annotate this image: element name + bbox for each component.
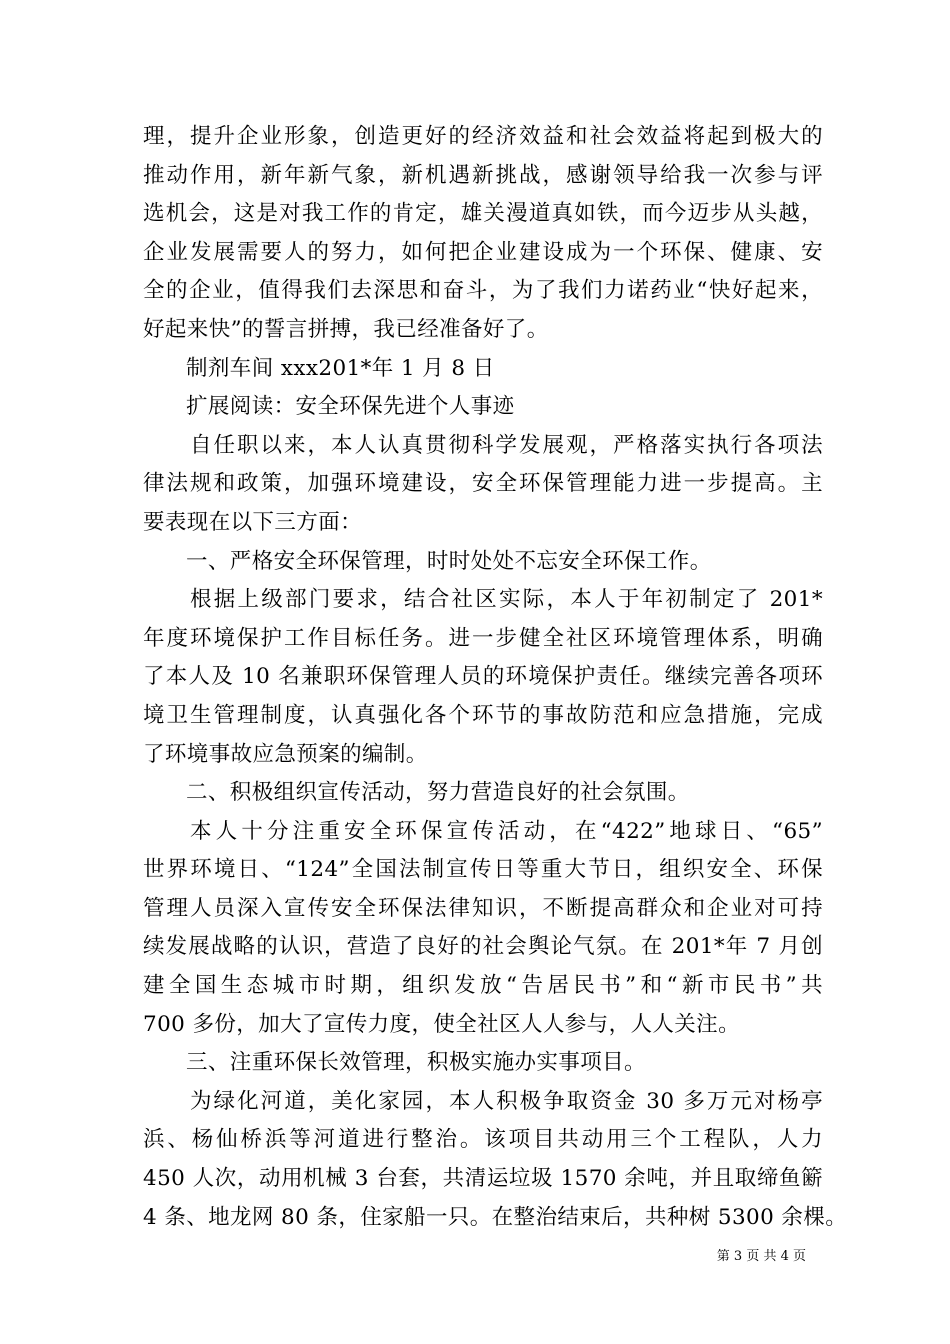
text-line: 全的企业，值得我们去深思和奋斗，为了我们力诺药业“快好起来， <box>143 278 823 304</box>
subheading: 一、严格安全环保管理，时时处处不忘安全环保工作。 <box>186 548 712 574</box>
text-line: 根据上级部门要求，结合社区实际，本人于年初制定了 201* <box>190 587 823 613</box>
text-line: 境卫生管理制度，认真强化各个环节的事故防范和应急措施，完成 <box>143 702 823 728</box>
text-line: 年度环境保护工作目标任务。进一步健全社区环境管理体系，明确 <box>143 625 823 651</box>
text-line: 理，提升企业形象，创造更好的经济效益和社会效益将起到极大的 <box>143 124 823 149</box>
text-line: 管理人员深入宣传安全环保法律知识，不断提高群众和企业对可持 <box>143 895 823 921</box>
text-line: 自任职以来，本人认真贯彻科学发展观，严格落实执行各项法 <box>190 432 823 458</box>
section-heading: 扩展阅读：安全环保先进个人事迹 <box>186 394 515 420</box>
subheading: 二、积极组织宣传活动，努力营造良好的社会氛围。 <box>186 780 690 806</box>
signature-line: 制剂车间 xxx201*年 1 月 8 日 <box>186 355 495 381</box>
text-line: 浜、杨仙桥浜等河道进行整治。该项目共动用三个工程队，人力 <box>143 1127 823 1153</box>
text-line: 好起来快”的誓言拼搏，我已经准备好了。 <box>143 316 549 342</box>
text-line: 世界环境日、“124”全国法制宣传日等重大节日，组织安全、环保 <box>143 857 823 883</box>
text-line: 要表现在以下三方面： <box>143 509 363 535</box>
page-number: 第 3 页 共 4 页 <box>716 1249 806 1264</box>
subheading: 三、注重环保长效管理，积极实施办实事项目。 <box>186 1050 646 1076</box>
text-line: 了环境事故应急预案的编制。 <box>143 741 428 767</box>
text-line: 450 人次，动用机械 3 台套，共清运垃圾 1570 余吨，并且取缔鱼簖 <box>143 1166 823 1192</box>
text-line: 推动作用，新年新气象，新机遇新挑战，感谢领导给我一次参与评 <box>143 162 823 188</box>
text-line: 企业发展需要人的努力，如何把企业建设成为一个环保、健康、安 <box>143 239 823 265</box>
text-line: 建全国生态城市时期，组织发放“告居民书”和“新市民书”共 <box>143 973 823 999</box>
text-line: 续发展战略的认识，营造了良好的社会舆论气氛。在 201*年 7 月创 <box>143 934 823 960</box>
text-line: 了本人及 10 名兼职环保管理人员的环境保护责任。继续完善各项环 <box>143 664 823 690</box>
text-line: 本人十分注重安全环保宣传活动，在“422”地球日、“65” <box>190 818 823 844</box>
text-line: 700 多份，加大了宣传力度，使全社区人人参与，人人关注。 <box>143 1011 740 1037</box>
text-line: 为绿化河道，美化家园，本人积极争取资金 30 多万元对杨亭 <box>190 1088 823 1114</box>
text-line: 4 条、地龙网 80 条，住家船一只。在整治结束后，共种树 5300 余棵。 <box>143 1204 848 1230</box>
text-line: 选机会，这是对我工作的肯定，雄关漫道真如铁，而今迈步从头越， <box>143 201 823 227</box>
text-line: 律法规和政策，加强环境建设，安全环保管理能力进一步提高。主 <box>143 471 823 497</box>
document-body <box>143 118 848 1237</box>
